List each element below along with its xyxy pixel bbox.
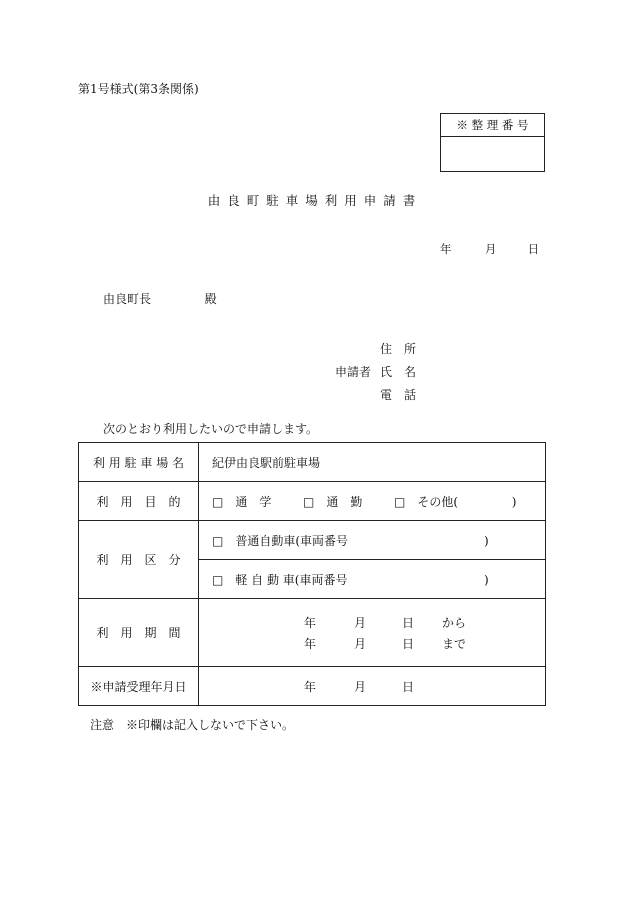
period-start-year: 年: [304, 615, 317, 630]
application-table: [78, 442, 546, 706]
purpose-label: 利 用 目 的: [79, 482, 199, 521]
addressee-honorific: 殿: [204, 292, 217, 306]
period-start-month: 月: [354, 615, 367, 630]
management-number-field[interactable]: [441, 137, 544, 173]
period-end-month: 月: [354, 636, 367, 651]
category-label: 利 用 区 分: [79, 521, 199, 599]
received-date-value[interactable]: [199, 667, 546, 706]
note-text: 注意 ※印欄は記入しないで下さい。: [90, 718, 295, 732]
parking-name-label: 利 用 駐 車 場 名: [79, 443, 199, 482]
category-standard-checkbox[interactable]: □ 普通自動車(車両番号: [212, 533, 349, 548]
category-kei-close: ): [484, 572, 489, 587]
applicant-label: 申請者: [335, 365, 372, 379]
date-year: 年: [440, 242, 452, 256]
period-end-year: 年: [304, 636, 317, 651]
purpose-school-checkbox[interactable]: □ 通 学: [212, 494, 272, 509]
period-end-day: 日: [402, 636, 415, 651]
application-date[interactable]: [440, 241, 539, 257]
name-label: 氏 名: [380, 365, 417, 379]
received-date-label: ※申請受理年月日: [79, 667, 199, 706]
period-start-day: 日: [402, 615, 415, 630]
period-label: 利 用 期 間: [79, 599, 199, 667]
period-from: から: [442, 615, 467, 630]
category-standard-close: ): [484, 533, 489, 548]
received-year: 年: [304, 679, 317, 694]
parking-name-value[interactable]: 紀伊由良駅前駐車場: [199, 443, 546, 482]
category-kei-checkbox[interactable]: □ 軽 自 動 車(車両番号: [212, 572, 348, 587]
document-title: 由良町駐車場利用申請書: [207, 193, 423, 208]
date-day: 日: [527, 242, 540, 256]
period-value[interactable]: [199, 599, 546, 667]
intro-text: 次のとおり利用したいので申請します。: [103, 422, 319, 436]
applicant-block: [335, 338, 416, 407]
phone-label: 電 話: [380, 388, 417, 402]
date-month: 月: [484, 242, 497, 256]
form-code: 第1号様式(第3条関係): [78, 82, 199, 96]
management-number-label: ※ 整 理 番 号: [441, 114, 544, 137]
addressee: [103, 290, 217, 307]
received-month: 月: [354, 679, 367, 694]
purpose-other-close: ): [511, 494, 517, 509]
addressee-name: 由良町長: [103, 292, 152, 306]
purpose-options: [199, 482, 546, 521]
period-to: まで: [442, 636, 467, 651]
received-day: 日: [402, 679, 415, 694]
address-label: 住 所: [380, 342, 417, 356]
category-standard-row[interactable]: [199, 521, 546, 560]
management-number-box: [440, 113, 545, 172]
purpose-other-checkbox[interactable]: □ その他(: [394, 494, 459, 509]
purpose-commute-checkbox[interactable]: □ 通 勤: [303, 494, 363, 509]
category-kei-row[interactable]: [199, 560, 546, 599]
